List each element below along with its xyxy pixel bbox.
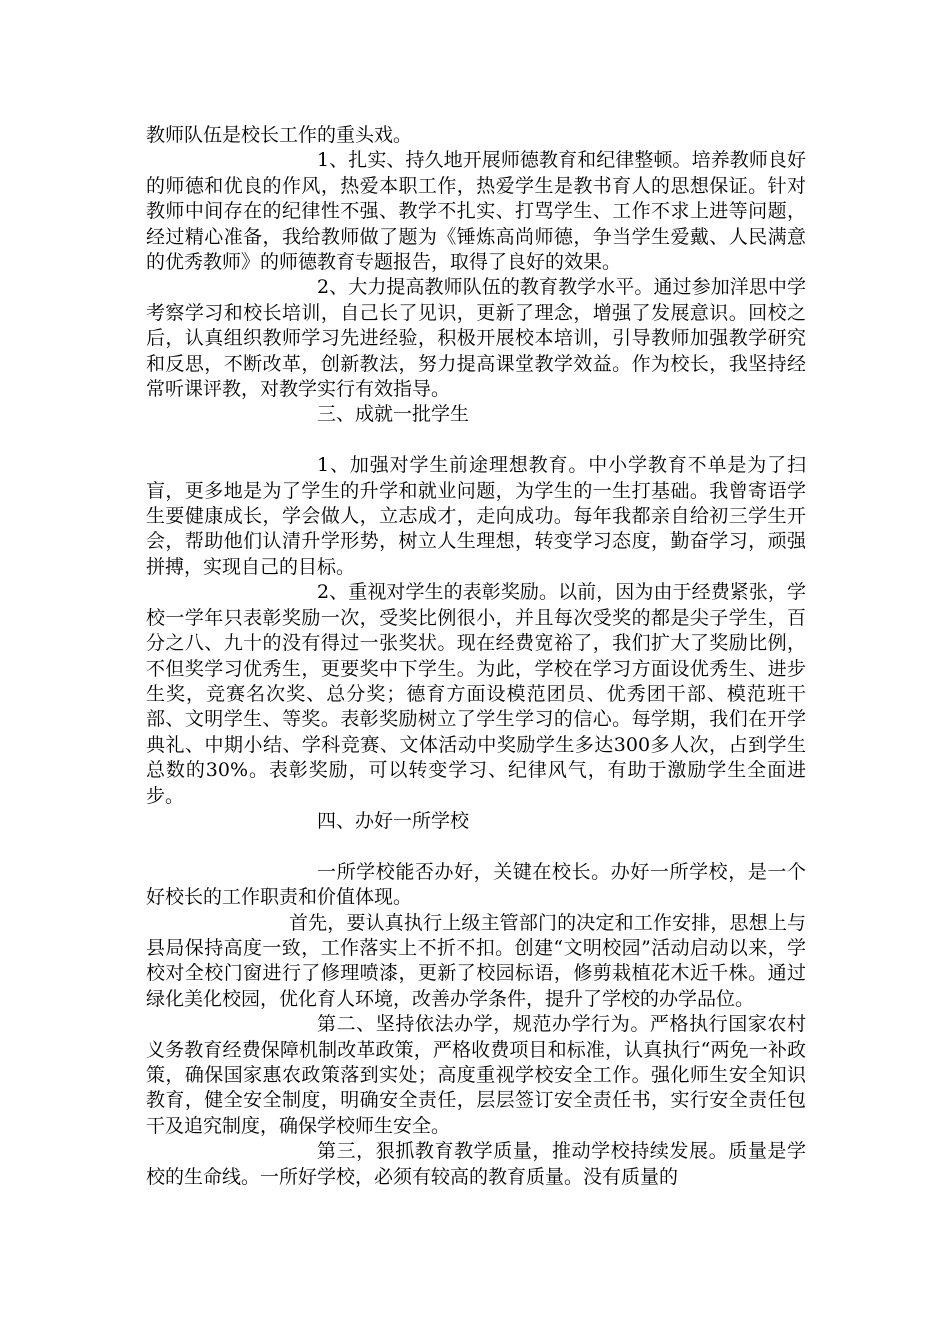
document-body [146,123,806,1190]
paragraph: 首先，要认真执行上级主管部门的决定和工作安排，思想上与县局保持高度一致，工作落实上不折不扣。创建“文明校园”活动启动以来，学校对全校门窗进行了修理喷漆，更新了校园标语，修剪栽植花木近千株。通过绿化美化校园，优化育人环境，改善办学条件，提升了学校的办学品位。 [146,911,806,1010]
paragraph: 2、大力提高教师队伍的教育教学水平。通过参加洋思中学考察学习和校长培训，自己长了见识，更新了理念，增强了发展意识。回校之后，认真组织教师学习先进经验，积极开展校本培训，引导教师加强教学研究和反思，不断改革，创新教法，努力提高课堂教学效益。作为校长，我坚持经常听课评教，对教学实行有效指导。 [146,276,806,401]
paragraph: 教师队伍是校长工作的重头戏。 [146,124,413,146]
paragraph: 第二、坚持依法办学，规范办学行为。严格执行国家农村义务教育经费保障机制改革政策，严格收费项目和标准，认真执行“两免一补政策，确保国家惠农政策落到实处；高度重视学校安全工作。强化师生安全知识教育，健全安全制度，明确安全责任，层层签订安全责任书，实行安全责任包干及追究制度，确保学校师生安全。 [146,1013,806,1137]
section-heading: 三、成就一批学生 [317,403,470,426]
paragraph: 1、扎实、持久地开展师德教育和纪律整顿。培养教师良好的师德和优良的作风，热爱本职工作，热爱学生是教书育人的思想保证。针对教师中间存在的纪律性不强、教学不扎实、打骂学生、工作不求上进等问题，经过精心准备，我给教师做了题为《锤炼高尚师德，争当学生爱戴、人民满意的优秀教师》的师德教育专题报告，取得了良好的效果。 [146,149,806,274]
paragraph: 1、加强对学生前途理想教育。中小学教育不单是为了扫盲，更多地是为了学生的升学和就业问题，为学生的一生打基础。我曾寄语学生要健康成长，学会做人，立志成才，走向成功。每年我都亲自给初三学生开会，帮助他们认清升学形势，树立人生理想，转变学习态度，勤奋学习，顽强拼搏，实现自己的目标。 [146,454,806,578]
paragraph: 一所学校能否办好，关键在校长。办好一所学校，是一个好校长的工作职责和价值体现。 [146,860,806,909]
paragraph: 2、重视对学生的表彰奖励。以前，因为由于经费紧张，学校一学年只表彰奖励一次，受奖比例很小，并且每次受奖的都是尖子学生，百分之八、九十的没有得过一张奖状。现在经费宽裕了，我们扩大了奖励比例，不但奖学习优秀生，更要奖中下学生。为此，学校在学习方面设优秀生、进步生奖，竞赛名次奖、总分奖；德育方面设模范团员、优秀团干部、模范班干部、文明学生、等奖。表彰奖励树立了学生学习的信心。每学期，我们在开学典礼、中期小结、学科竞赛、文体活动中奖励学生多达300多人次，占到学生总数的30%。表彰奖励，可以转变学习、纪律风气，有助于激励学生全面进步。 [146,581,806,807]
paragraph: 第三，狠抓教育教学质量，推动学校持续发展。质量是学校的生命线。一所好学校，必须有较高的教育质量。没有质量的 [146,1140,806,1188]
section-heading: 四、办好一所学校 [317,809,470,832]
